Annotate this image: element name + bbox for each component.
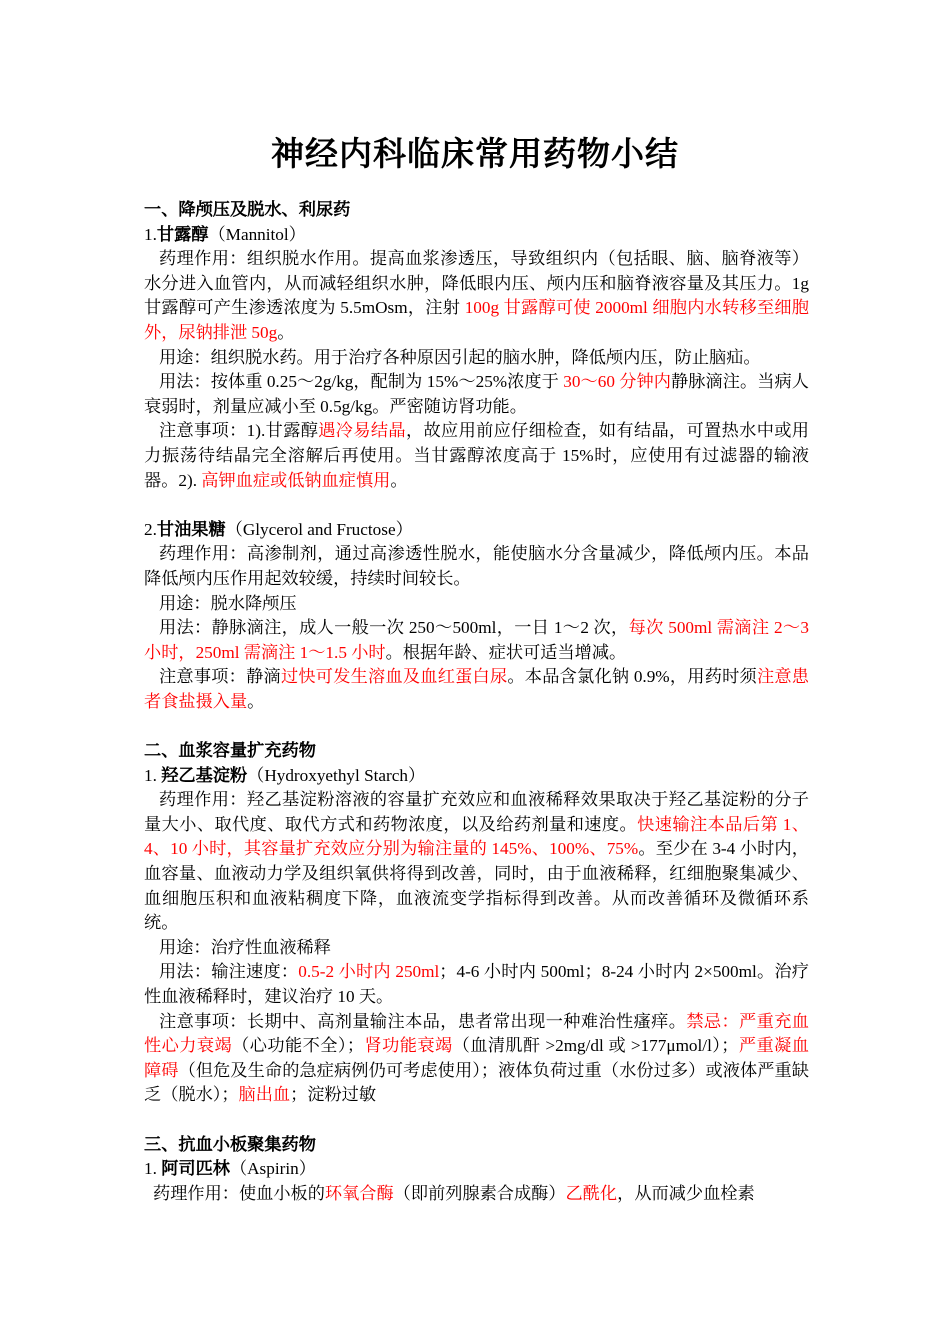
drug-title-mannitol: 1.甘露醇（Mannitol） <box>144 224 306 244</box>
pharmacology-paragraph: 药理作用：高渗制剂，通过高渗透性脱水，能使脑水分含量减少，降低颅内压。本品降低颅内压作用起效较缓，持续时间较长。 <box>144 544 809 588</box>
dosage-paragraph: 用法：输注速度：0.5-2 小时内 250ml；4-6 小时内 500ml；8-24 小时内 2×500ml。治疗性血液稀释时，建议治疗 10 天。 <box>144 962 809 1006</box>
precautions-paragraph: 注意事项：长期中、高剂量输注本品，患者常出现一种难治性瘙痒。禁忌：严重充血性心力衰竭（心功能不全）；肾功能衰竭（血清肌酐 >2mg/dl 或 >177μmol/l）；严重凝血障碍（但危及生命的急症病例仍可考虑使用）；液体负荷过重（水份过多）或液体严重缺乏（脱水）；脑出血；淀粉过敏 <box>144 1011 809 1105</box>
pharmacology-paragraph: 药理作用：羟乙基淀粉溶液的容量扩充效应和血液稀释效果取决于羟乙基淀粉的分子量大小、取代度、取代方式和药物浓度，以及给药剂量和速度。快速输注本品后第 1、4、10 小时，其容量扩充效应分别为输注量的 145%、100%、75%。至少在 3-4 小时内，血容量、血液动力学及组织氧供将得到改善，同时，由于血液稀释，红细胞聚集减少、血细胞压积和血液粘稠度下降，血液流变学指标得到改善。从而改善循环及微循环系统。 <box>144 790 809 933</box>
precautions-paragraph: 注意事项：静滴过快可发生溶血及血红蛋白尿。本品含氯化钠 0.9%，用药时须注意患者食盐摄入量。 <box>144 667 809 711</box>
drug-title-glycerol-fructose: 2.甘油果糖（Glycerol and Fructose） <box>144 519 413 539</box>
spacer <box>144 493 809 518</box>
drug-title-aspirin: 1. 阿司匹林（Aspirin） <box>144 1159 316 1179</box>
usage-paragraph: 用途：组织脱水药。用于治疗各种原因引起的脑水肿，降低颅内压，防止脑疝。 <box>159 347 761 367</box>
pharmacology-paragraph: 药理作用：使血小板的环氧合酶（即前列腺素合成酶）乙酰化，从而减少血栓素 <box>153 1183 755 1203</box>
usage-paragraph: 用途：治疗性血液稀释 <box>159 937 331 957</box>
spacer <box>144 714 809 739</box>
precautions-paragraph: 注意事项：1).甘露醇遇冷易结晶，故应用前应仔细检查，如有结晶，可置热水中或用力振荡待结晶完全溶解后再使用。当甘露醇浓度高于 15%时，应使用有过滤器的输液器。2). 高钾血症或低钠血症慎用。 <box>144 421 809 490</box>
dosage-paragraph: 用法：静脉滴注，成人一般一次 250～500ml，一日 1～2 次，每次 500ml 需滴注 2～3 小时，250ml 需滴注 1～1.5 小时。根据年龄、症状可适当增减。 <box>144 618 809 662</box>
spacer <box>144 1108 809 1133</box>
dosage-paragraph: 用法：按体重 0.25～2g/kg，配制为 15%～25%浓度于 30～60 分钟内静脉滴注。当病人衰弱时，剂量应减小至 0.5g/kg。严密随访肾功能。 <box>144 372 809 416</box>
section-heading-3: 三、抗血小板聚集药物 <box>144 1134 316 1154</box>
pharmacology-paragraph: 药理作用：组织脱水作用。提高血浆渗透压，导致组织内（包括眼、脑、脑脊液等）水分进入血管内，从而减轻组织水肿，降低眼内压、颅内压和脑脊液容量及其压力。1g 甘露醇可产生渗透浓度为 5.5mOsm，注射 100g 甘露醇可使 2000ml 细胞内水转移至细胞外，尿钠排泄 50g。 <box>144 249 809 342</box>
section-heading-1: 一、降颅压及脱水、利尿药 <box>144 200 351 219</box>
section-heading-2: 二、血浆容量扩充药物 <box>144 741 316 761</box>
page-title: 神经内科临床常用药物小结 <box>271 134 679 173</box>
drug-title-hydroxyethyl-starch: 1. 羟乙基淀粉（Hydroxyethyl Starch） <box>144 765 426 785</box>
document-body <box>144 198 809 1206</box>
usage-paragraph: 用途：脱水降颅压 <box>159 593 297 613</box>
